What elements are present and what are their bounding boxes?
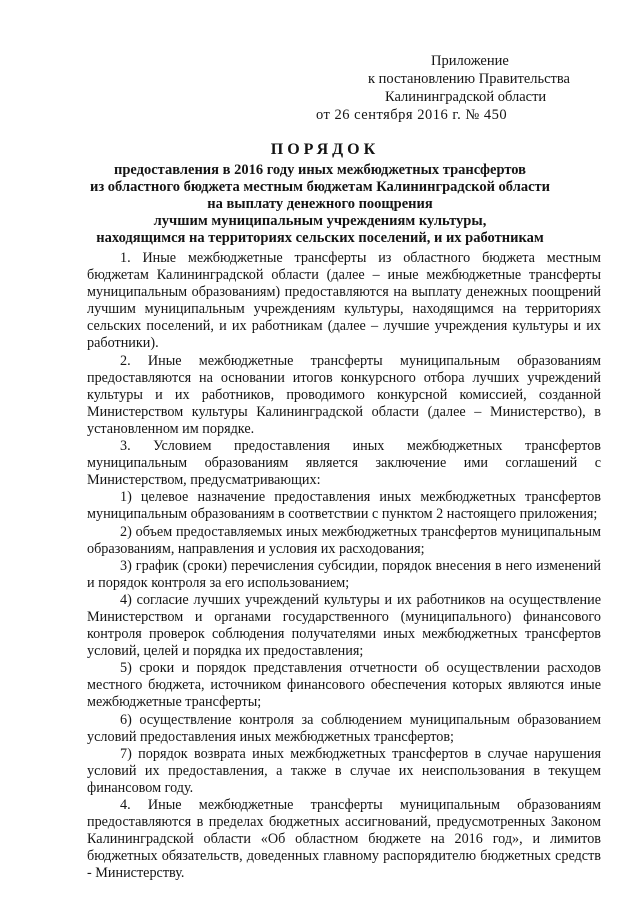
list-item-4: 4) согласие лучших учреждений культуры и их работников на осуществление Министерством и органами государственного (муниципального) финансового контроля проверок соблюдения получателями иных межбюджетных трансфертов условий, целей и порядка их предоставления; <box>87 591 601 660</box>
paragraph-3: 3. Условием предоставления иных межбюджетных трансфертов муниципальным образованиям является заключение ими соглашений с Министерством, предусматривающих: <box>87 438 601 489</box>
title-line: находящимся на территориях сельских поселений, и их работникам <box>96 230 544 246</box>
paragraph-4: 4. Иные межбюджетные трансферты муниципальным образованиям предоставляются в пределах бюджетных ассигнований, предусмотренных Законом Калининградской области «Об областном бюджете на 2016 год», и лимитов бюджетных обязательств, доведенных главному распорядителю бюджетных средств - Министерству. <box>87 797 601 882</box>
list-item-2: 2) объем предоставляемых иных межбюджетных трансфертов муниципальным образованиям, направления и условия их расходования; <box>87 523 601 557</box>
paragraph-1: 1. Иные межбюджетные трансферты из областного бюджета местным бюджетам Калининградской области (далее – иные межбюджетные трансферты муниципальным образованиям) предоставляются на выплату денежных поощрений лучшим муниципальным учреждениям культуры, находящимся на территориях сельских поселений, и их работникам (далее – лучшие учреждения культуры и их работники). <box>87 250 601 352</box>
appendix-header <box>300 52 600 124</box>
document-body <box>87 250 601 882</box>
list-item-1: 1) целевое назначение предоставления иных межбюджетных трансфертов муниципальным образованиям в соответствии с пунктом 2 настоящего приложения; <box>87 489 601 523</box>
paragraph-2: 2. Иные межбюджетные трансферты муниципальным образованиям предоставляются на основании итогов конкурсного отбора лучших учреждений культуры и их работников, проводимого конкурсной комиссией, созданной Министерством культуры Калининградской области (далее – Министерство), в установленном им порядке. <box>87 352 601 437</box>
list-item-7: 7) порядок возврата иных межбюджетных трансфертов в случае нарушения условий их предоставления, а также в случае их неиспользования в текущем финансовом году. <box>87 745 601 796</box>
title-line: на выплату денежного поощрения <box>207 196 433 212</box>
list-item-5: 5) сроки и порядок представления отчетности об осуществлении расходов местного бюджета, источником финансового обеспечения которых являются иные межбюджетные трансферты; <box>87 660 601 711</box>
list-item-3: 3) график (сроки) перечисления субсидии, порядок внесения в него изменений и порядок контроля за его использованием; <box>87 557 601 591</box>
title-line: лучшим муниципальным учреждениям культуры, <box>153 213 487 229</box>
list-item-6: 6) осуществление контроля за соблюдением муниципальным образованием условий предоставления иных межбюджетных трансфертов; <box>87 711 601 745</box>
appendix-resolution: к постановлению Правительства <box>368 71 570 87</box>
appendix-date-number: от 26 сентября 2016 г. № 450 <box>316 107 508 123</box>
title-line: предоставления в 2016 году иных межбюджетных трансфертов <box>114 162 526 178</box>
document-title <box>0 140 640 247</box>
title-line: из областного бюджета местным бюджетам Калининградской области <box>90 179 550 195</box>
title-subtitle <box>0 162 640 247</box>
appendix-label: Приложение <box>431 53 509 69</box>
title-main: ПОРЯДОК <box>270 141 380 158</box>
appendix-region: Калининградской области <box>385 89 547 105</box>
